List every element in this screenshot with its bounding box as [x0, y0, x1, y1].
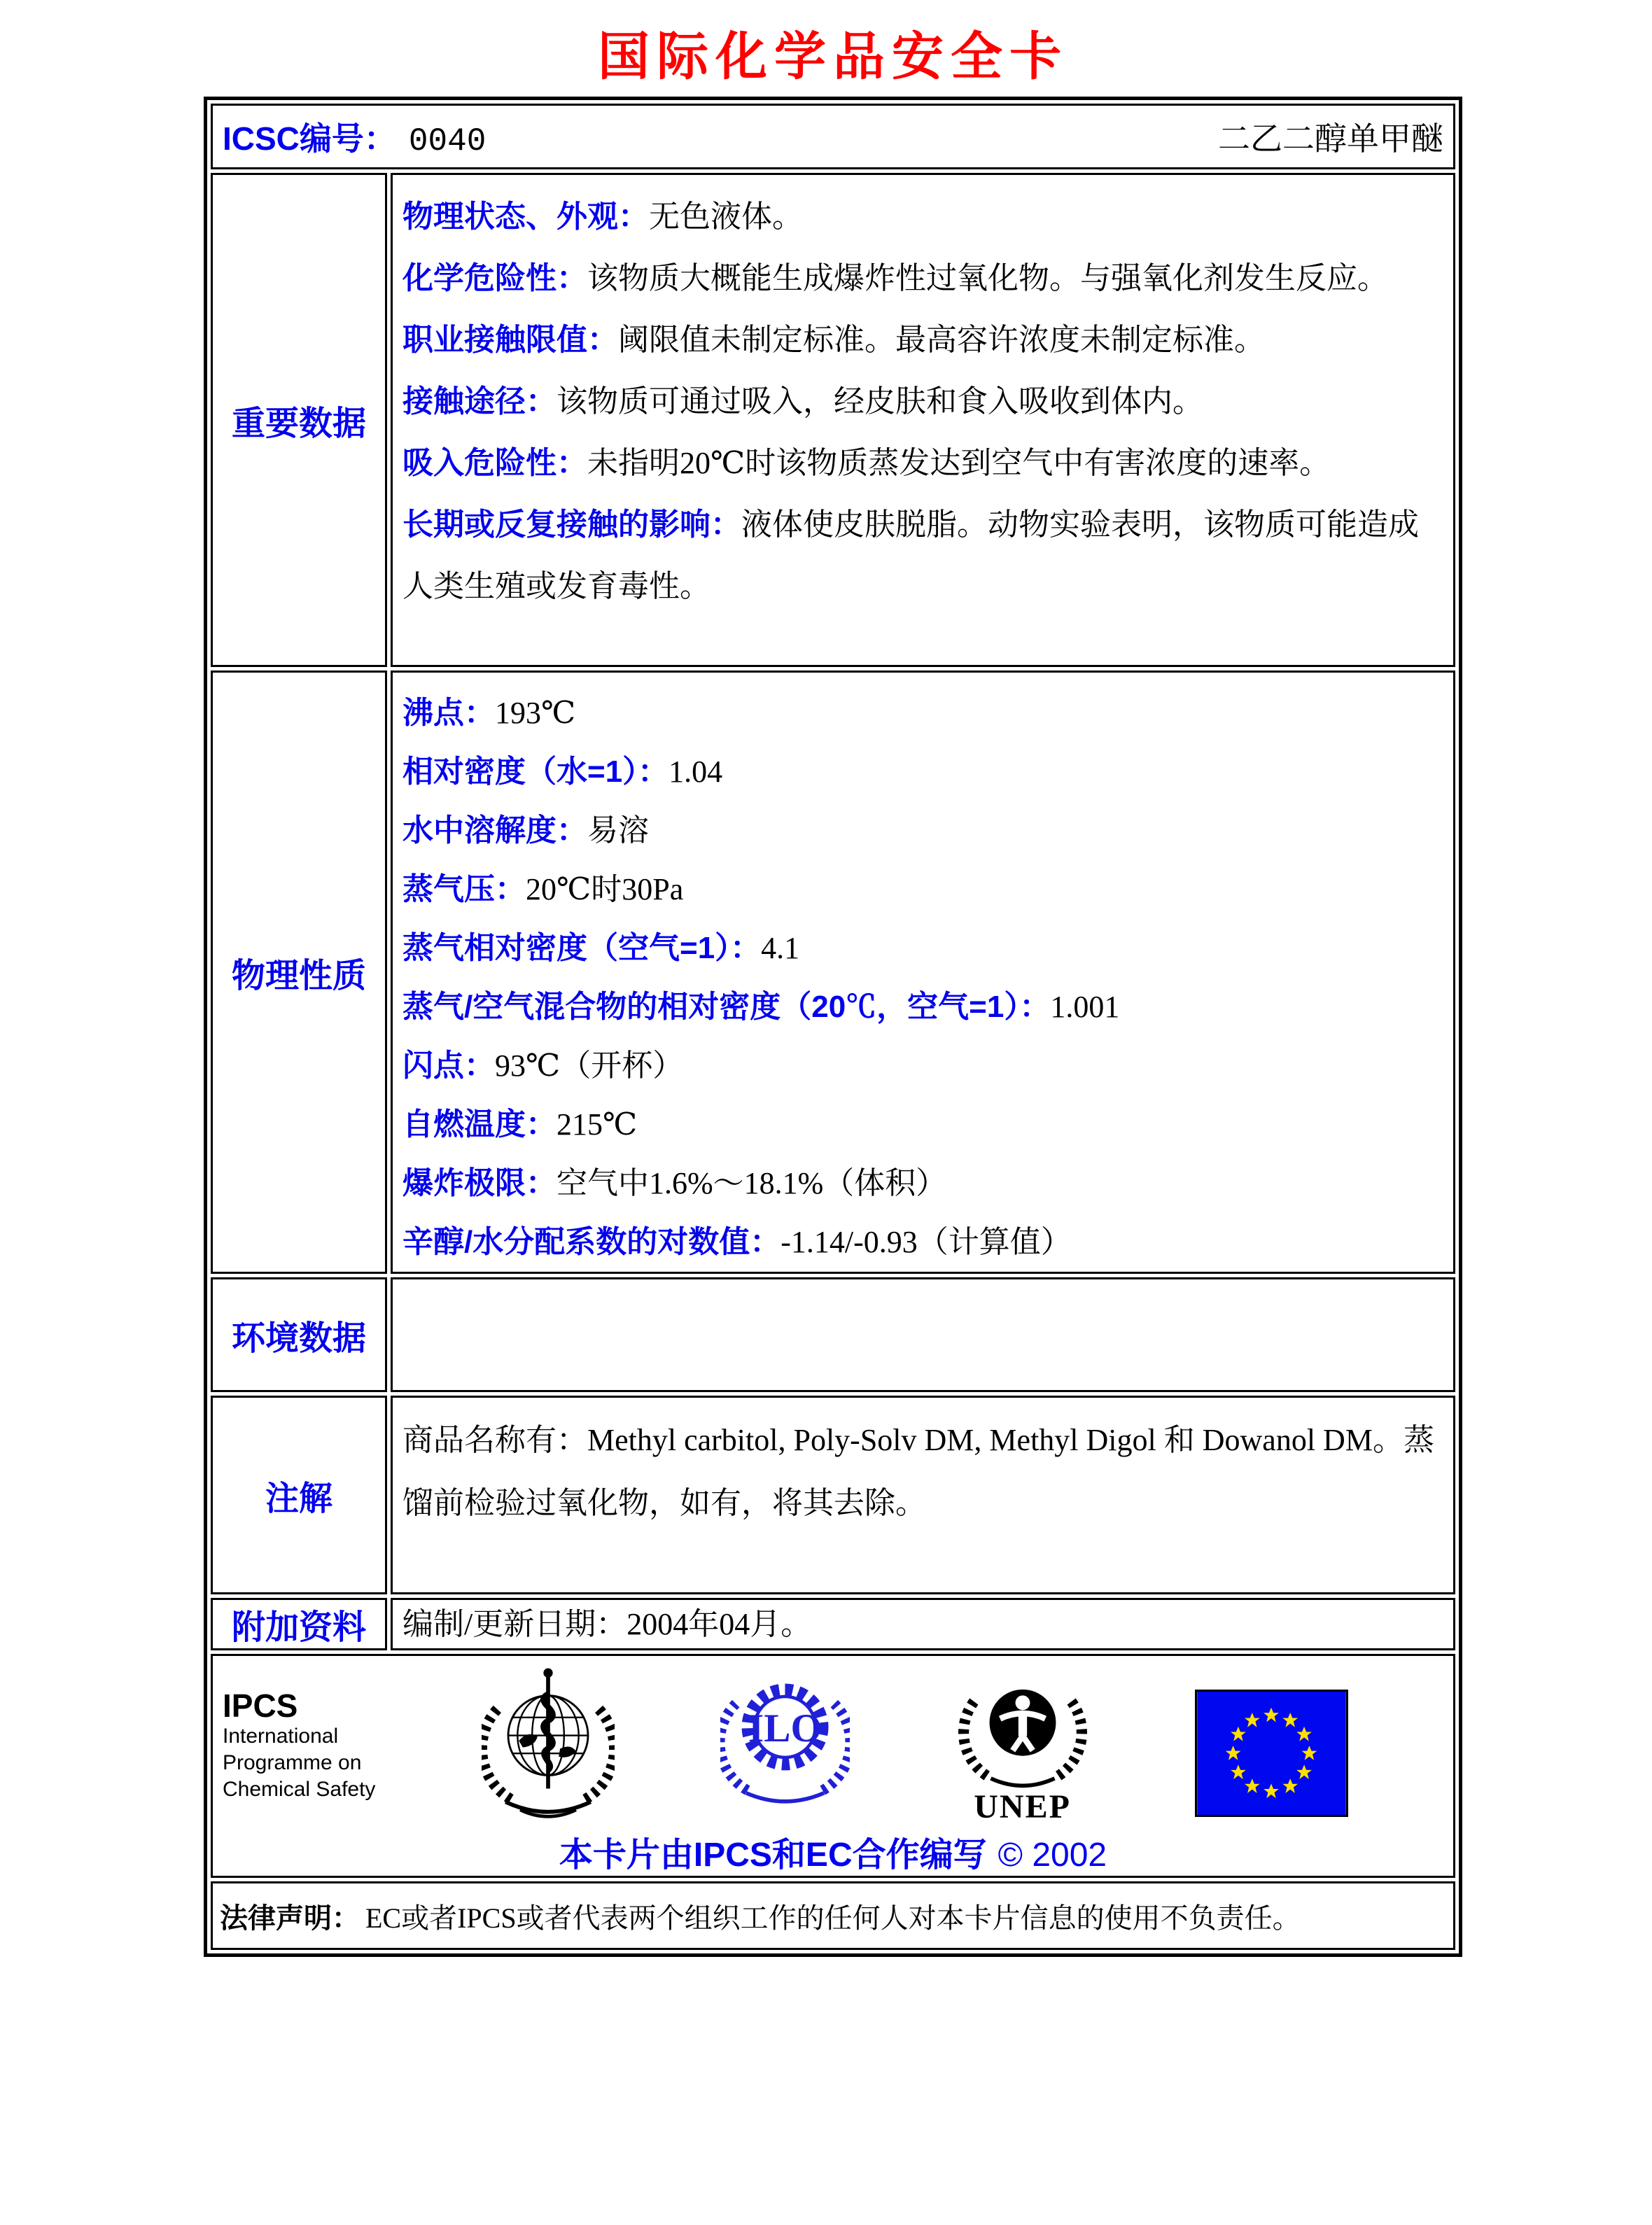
notes-content-cell [391, 1396, 1455, 1594]
chemical-name: 二乙二醇单甲醚 [1218, 121, 1443, 157]
property-item [402, 919, 1445, 978]
unep-label: UNEP [974, 1788, 1071, 1825]
important-item [402, 371, 1445, 433]
icsc-number-label: ICSC编号： [223, 120, 396, 157]
important-data-row [211, 173, 1455, 667]
ipcs-subtitle-line: Chemical Safety [223, 1778, 376, 1801]
legal-row [211, 1881, 1455, 1950]
card-header-cell [211, 104, 1455, 169]
field-label: 闪点： [402, 1048, 495, 1083]
page-title: 国际化学品安全卡 [598, 29, 1068, 86]
unep-logo-block [956, 1662, 1089, 1823]
field-label: 接触途径： [402, 384, 556, 419]
field-value: 93℃（开杯） [495, 1048, 684, 1083]
eu-flag-icon [1195, 1690, 1348, 1817]
physical-properties-section-label: 物理性质 [231, 957, 366, 995]
field-label: 蒸气/空气混合物的相对密度（20℃，空气=1）： [402, 990, 1051, 1024]
field-label: 相对密度（水=1）： [402, 754, 669, 789]
important-item [402, 309, 1445, 371]
additional-info-label-cell [211, 1598, 387, 1650]
field-value: 易溶 [587, 813, 649, 848]
field-value: 液体使皮肤脱脂。动物实验表明，该物质可能造成人类生殖或发育毒性。 [402, 507, 1419, 603]
field-value: 20℃时30Pa [526, 872, 684, 906]
field-label: 水中溶解度： [402, 813, 587, 848]
cooperation-caption [213, 1827, 1453, 1876]
environmental-data-row [211, 1277, 1455, 1392]
field-value: 阈限值未制定标准。最高容许浓度未制定标准。 [618, 323, 1265, 357]
ipcs-subtitle-line: International [223, 1725, 339, 1748]
important-item [402, 494, 1445, 617]
additional-info-text: 编制/更新日期：2004年04月。 [402, 1606, 812, 1641]
field-value: 1.04 [668, 754, 723, 789]
property-item [402, 1154, 1445, 1213]
field-value: 该物质可通过吸入，经皮肤和食入吸收到体内。 [556, 384, 1203, 419]
logos-row [211, 1654, 1455, 1878]
property-item [402, 1213, 1445, 1272]
environmental-data-label-cell [211, 1277, 387, 1392]
field-label: 爆炸极限： [402, 1166, 556, 1200]
legal-label: 法律声明： [220, 1902, 360, 1934]
field-value: 空气中1.6%～18.1%（体积） [556, 1166, 947, 1200]
additional-info-row [211, 1598, 1455, 1650]
notes-section-label: 注解 [265, 1480, 332, 1517]
icsc-card [204, 97, 1462, 1957]
environmental-data-section-label: 环境数据 [231, 1319, 366, 1357]
field-label: 蒸气相对密度（空气=1）： [402, 931, 762, 965]
field-label: 吸入危险性： [402, 446, 587, 480]
important-item [402, 433, 1445, 494]
icsc-number-value: 0040 [408, 123, 486, 160]
important-item [402, 186, 1445, 248]
svg-text:ILO: ILO [748, 1706, 822, 1750]
physical-properties-row [211, 671, 1455, 1274]
field-value: -1.14/-0.93（计算值） [780, 1225, 1072, 1259]
important-data-section-label: 重要数据 [231, 405, 366, 442]
legal-cell [211, 1881, 1455, 1950]
property-item [402, 860, 1445, 919]
important-data-content-cell [391, 173, 1455, 667]
unep-emblem-icon [956, 1662, 1089, 1791]
important-item [402, 248, 1445, 309]
physical-properties-content-cell [391, 671, 1455, 1274]
additional-info-section-label: 附加资料 [231, 1609, 366, 1646]
property-item [402, 684, 1445, 743]
legal-text: EC或者IPCS或者代表两个组织工作的任何人对本卡片信息的使用不负责任。 [365, 1902, 1301, 1934]
field-label: 蒸气压： [402, 872, 526, 906]
ilo-emblem-icon [720, 1662, 850, 1809]
notes-row [211, 1396, 1455, 1594]
field-value: 215℃ [556, 1107, 638, 1142]
physical-properties-label-cell [211, 671, 387, 1274]
property-item [402, 1095, 1445, 1154]
ipcs-acronym: IPCS [223, 1687, 298, 1724]
field-value: 1.001 [1050, 990, 1120, 1024]
who-emblem-icon [482, 1662, 615, 1823]
important-data-label-cell [211, 173, 387, 667]
copyright-text: © 2002 [997, 1837, 1107, 1874]
card-header-row [211, 104, 1455, 169]
caption-text: 本卡片由IPCS和EC合作编写 [559, 1837, 987, 1874]
field-label: 物理状态、外观： [402, 199, 649, 234]
additional-info-content-cell [391, 1598, 1455, 1650]
field-label: 化学危险性： [402, 261, 587, 295]
field-label: 自燃温度： [402, 1107, 556, 1142]
field-label: 职业接触限值： [402, 323, 618, 357]
property-item [402, 743, 1445, 801]
card-table [204, 97, 1462, 1957]
property-item [402, 801, 1445, 860]
property-item [402, 978, 1445, 1037]
logos-cell [211, 1654, 1455, 1878]
notes-label-cell [211, 1396, 387, 1594]
field-value: 193℃ [495, 696, 576, 730]
field-label: 长期或反复接触的影响： [402, 507, 741, 542]
field-value: 该物质大概能生成爆炸性过氧化物。与强氧化剂发生反应。 [587, 261, 1388, 295]
field-value: 4.1 [761, 931, 800, 965]
field-value: 未指明20℃时该物质蒸发达到空气中有害浓度的速率。 [587, 446, 1331, 480]
ipcs-text-block [223, 1688, 375, 1803]
icsc-number-group [223, 113, 486, 160]
field-label: 沸点： [402, 696, 495, 730]
property-item [402, 1037, 1445, 1095]
notes-text: 商品名称有：Methyl carbitol, Poly-Solv DM, Methyl Digol 和 Dowanol DM。蒸馏前检验过氧化物，如有，将其去除。 [402, 1423, 1434, 1520]
field-label: 辛醇/水分配系数的对数值： [402, 1225, 781, 1259]
field-value: 无色液体。 [649, 199, 803, 234]
environmental-data-content-cell [391, 1277, 1455, 1392]
ipcs-subtitle-line: Programme on [223, 1751, 362, 1774]
